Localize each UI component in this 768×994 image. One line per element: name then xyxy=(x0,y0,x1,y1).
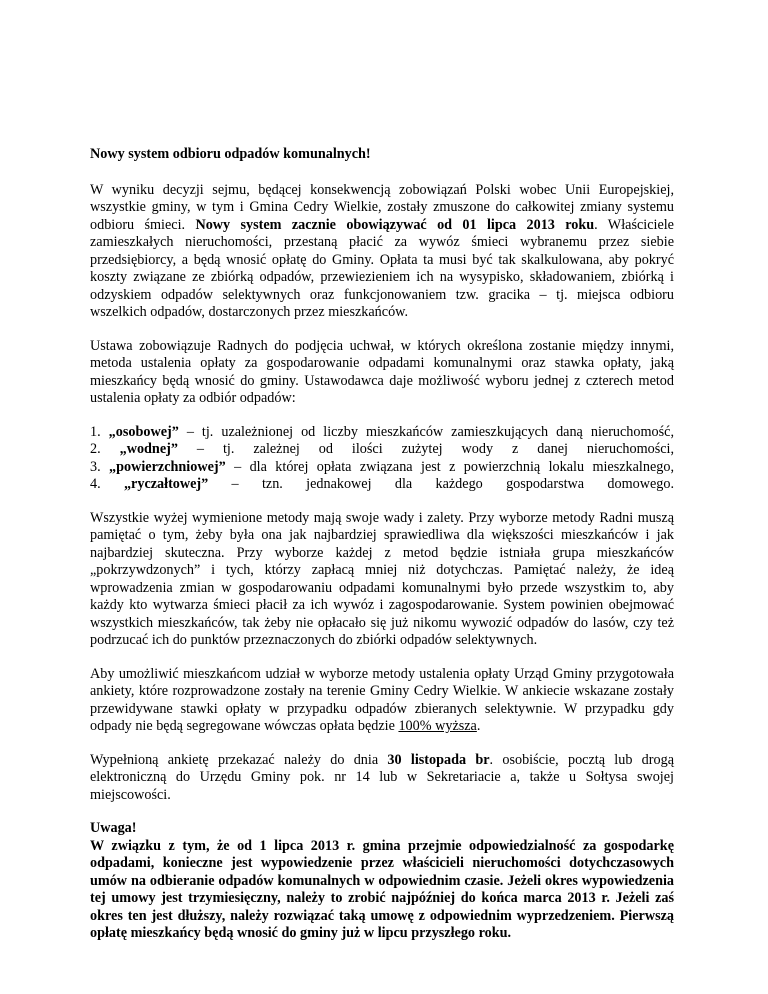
method-name: „powierzchniowej” xyxy=(109,458,226,475)
intro-bold-date: Nowy system zacznie obowiązywać od 01 lipca 2013 roku xyxy=(195,216,595,233)
method-item-4 xyxy=(90,476,674,494)
method-description: – dla której opłata związana jest z powierzchnią lokalu mieszkalnego, xyxy=(225,458,675,475)
warning-body: W związku z tym, że od 1 lipca 2013 r. gmina przejmie odpowiedzialność za gospodarkę odpadami, konieczne jest wypowiedzenie przez właścicieli nieruchomości dotychczasowych umów na odbieranie odpadów komunalnych w odpowiednim czasie. Jeżeli okres wypowiedzenia tej umowy jest trzymiesięczny, należy to zrobić najpóźniej do końca marca 2013 r. Jeżeli zaś okres ten jest dłuższy, należy rozwiązać taką umowę z odpowiednim wyprzedzeniem. Pierwszą opłatę mieszkańcy będą wnosić do gminy już w lipcu przyszłego roku. xyxy=(90,837,674,941)
method-number: 2. xyxy=(90,441,120,457)
method-name: „wodnej” xyxy=(119,441,178,457)
document-title: Nowy system odbioru odpadów komunalnych! xyxy=(90,146,371,162)
deadline-bold-date: 30 listopada br xyxy=(387,751,490,768)
method-name: „osobowej” xyxy=(108,423,179,440)
document-page xyxy=(90,146,674,959)
deadline-paragraph xyxy=(90,752,674,805)
survey-text-2: . xyxy=(476,718,481,734)
method-number: 1. xyxy=(90,423,109,440)
intro-text-1: W wyniku decyzji sejmu, będącej konsekwencją zobowiązań Polski wobec Unii Europejskiej, wszystkie gminy, w tym i Gmina Cedry Wielkie, zostały zmuszone do całkowitej zmiany systemu odbioru śmieci. xyxy=(90,181,674,233)
method-name: „ryczałtowej” xyxy=(123,476,209,492)
method-item-2 xyxy=(90,441,674,459)
method-item-1 xyxy=(90,424,674,442)
method-number: 3. xyxy=(90,458,110,475)
intro-paragraph xyxy=(90,182,674,322)
deadline-text-2: . osobiście, pocztą lub drogą elektroniczną do Urzędu Gminy pok. nr 14 lub w Sekretariacie a, także u Sołtysa swojej miejscowości. xyxy=(90,751,674,803)
method-item-3 xyxy=(90,459,674,477)
method-description: – tj. uzależnionej od liczby mieszkańców zamieszkujących daną nieruchomość, xyxy=(178,423,674,440)
method-number: 4. xyxy=(90,476,124,492)
intro-text-2: . Właściciele zamieszkałych nieruchomości, przestaną płacić za wywóz śmieci wybranemu przez siebie przedsiębiorcy, a będą wnosić opłatę do Gminy. Opłata ta musi być tak skalkulowana, aby pokryć koszty związane ze zbiórką odpadów, przewiezieniem ich na wysypisko, składowaniem, zbiórką i odzyskiem odpadów selektywnych oraz funkcjonowaniem tzw. gracika – tj. miejsca odbioru wszelkich odpadów, dostarczonych przez mieszkańców. xyxy=(90,216,674,320)
law-paragraph: Ustawa zobowiązuje Radnych do podjęcia uchwał, w których określona zostanie między innymi, metoda ustalenia opłaty za gospodarowanie odpadami komunalnymi oraz stawka opłaty, jaką mieszkańcy będą wnosić do gminy. Ustawodawca daje możliwość wyboru jednej z czterech metod ustalenia opłaty za odbiór odpadów: xyxy=(90,337,674,406)
warning-heading: Uwaga! xyxy=(90,820,137,836)
deadline-text-1: Wypełnioną ankietę przekazać należy do dnia xyxy=(90,751,388,768)
survey-paragraph xyxy=(90,666,674,736)
method-description: – tzn. jednakowej dla każdego gospodarstwa domowego. xyxy=(208,476,674,492)
methods-list xyxy=(90,424,674,494)
method-description: – tj. zależnej od ilości zużytej wody z danej nieruchomości, xyxy=(177,441,675,457)
pros-cons-paragraph: Wszystkie wyżej wymienione metody mają swoje wady i zalety. Przy wyborze metody Radni muszą pamiętać o tym, żeby była ona jak najbardziej sprawiedliwa dla większości mieszkańców i jak najbardziej skuteczna. Przy wyborze każdej z metod będzie istniała grupa mieszkańców „pokrzywdzonych” i tych, którzy zapłacą mniej niż dotychczas. Pamiętać należy, że ideą wprowadzenia zmian w gospodarowaniu odpadami komunalnymi było przede wszystkim to, aby każdy kto wytwarza śmieci płacił za ich wywóz i zagospodarowanie. System powinien obejmować wszystkich mieszkańców, tak żeby nie opłacało się już nikomu wywozić odpadów do lasów, czy też podrzucać ich do punktów przeznaczonych do zbiórki odpadów selektywnych. xyxy=(90,509,674,648)
survey-underline: 100% wyższa xyxy=(398,718,477,734)
survey-text-1: Aby umożliwić mieszkańcom udział w wyborze metody ustalenia opłaty Urząd Gminy przygotowała ankiety, które rozprowadzone zostały na terenie Gminy Cedry Wielkie. W ankiecie wskazane zostały przewidywane stawki opłaty w przypadku odpadów zbieranych selektywnie. W przypadku gdy odpady nie będą segregowane wówczas opłata będzie xyxy=(90,665,674,734)
